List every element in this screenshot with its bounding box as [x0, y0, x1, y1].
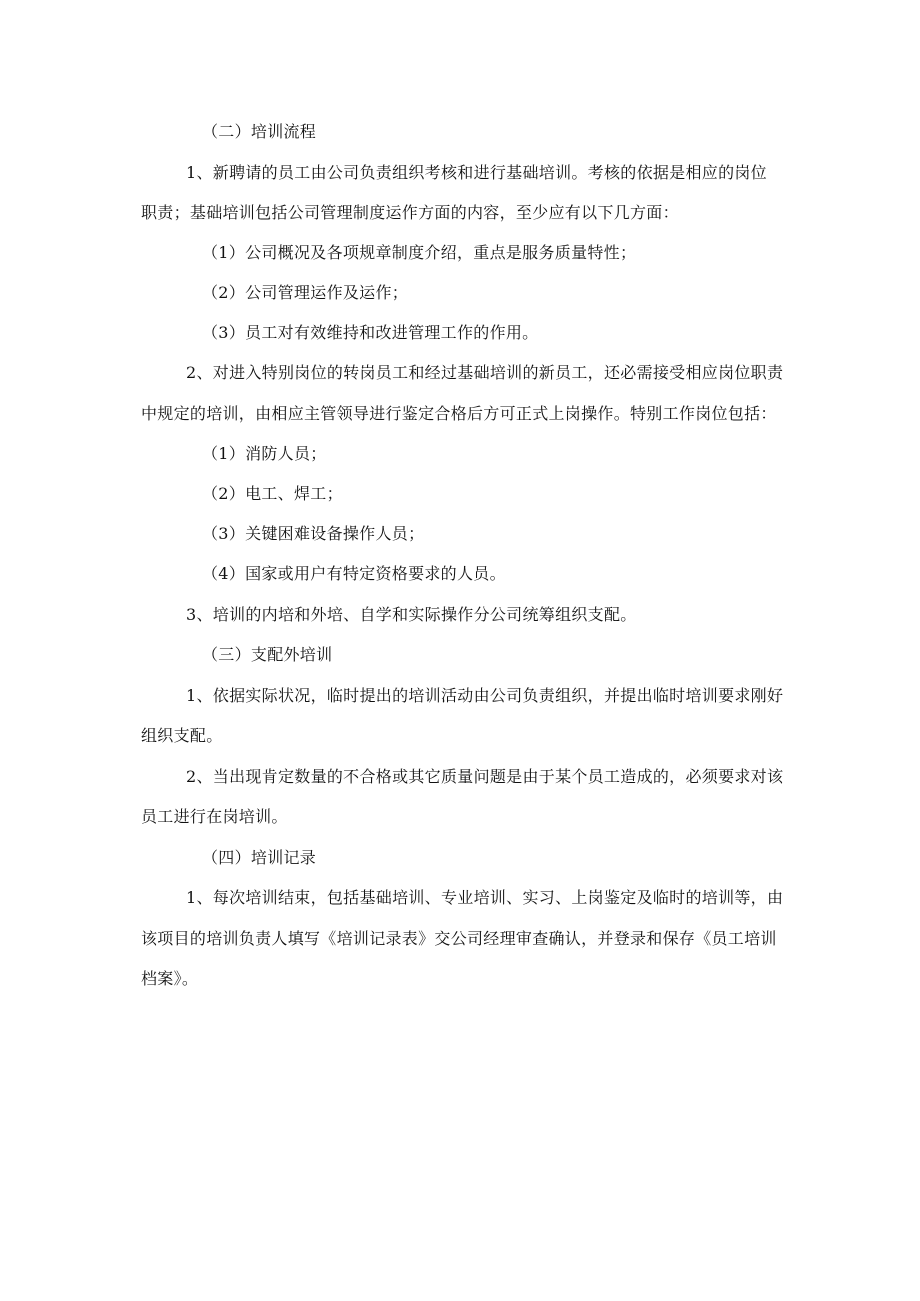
- paragraph-3: 3、培训的内培和外培、自学和实际操作分公司统筹组织支配。: [186, 605, 637, 624]
- paragraph-1-line-2: 职责；基础培训包括公司管理制度运作方面的内容，至少应有以下几方面：: [141, 203, 679, 222]
- list-item-7: （4）国家或用户有特定资格要求的人员。: [202, 564, 506, 583]
- list-item-5: （2）电工、焊工；: [202, 484, 343, 503]
- paragraph-6-line-3: 档案》。: [141, 969, 199, 988]
- section-heading-external-training: （三）支配外培训: [202, 645, 333, 664]
- list-item-2: （2）公司管理运作及运作；: [202, 283, 409, 302]
- paragraph-6-line-2: 该项目的培训负责人填写《培训记录表》交公司经理审查确认，并登录和保存《员工培训: [141, 929, 777, 948]
- list-item-1: （1）公司概况及各项规章制度介绍，重点是服务质量特性；: [202, 243, 637, 262]
- paragraph-2-line-1: 2、对进入特别岗位的转岗员工和经过基础培训的新员工，还必需接受相应岗位职责: [186, 363, 784, 382]
- paragraph-5-line-1: 2、当出现肯定数量的不合格或其它质量问题是由于某个员工造成的，必须要求对该: [186, 767, 784, 786]
- list-item-3: （3）员工对有效维持和改进管理工作的作用。: [202, 323, 539, 342]
- paragraph-1-line-1: 1、新聘请的员工由公司负责组织考核和进行基础培训。考核的依据是相应的岗位: [186, 163, 767, 182]
- list-item-6: （3）关键困难设备操作人员；: [202, 524, 425, 543]
- paragraph-4-line-2: 组织支配。: [141, 726, 223, 745]
- paragraph-6-line-1: 1、每次培训结束，包括基础培训、专业培训、实习、上岗鉴定及临时的培训等，由: [186, 888, 784, 907]
- paragraph-2-line-2: 中规定的培训，由相应主管领导进行鉴定合格后方可正式上岗操作。特别工作岗位包括：: [141, 404, 777, 423]
- section-heading-training-process: （二）培训流程: [202, 122, 317, 141]
- paragraph-5-line-2: 员工进行在岗培训。: [141, 807, 288, 826]
- paragraph-4-line-1: 1、依据实际状况，临时提出的培训活动由公司负责组织，并提出临时培训要求刚好: [186, 686, 784, 705]
- list-item-4: （1）消防人员；: [202, 444, 327, 463]
- section-heading-training-records: （四）培训记录: [202, 848, 317, 867]
